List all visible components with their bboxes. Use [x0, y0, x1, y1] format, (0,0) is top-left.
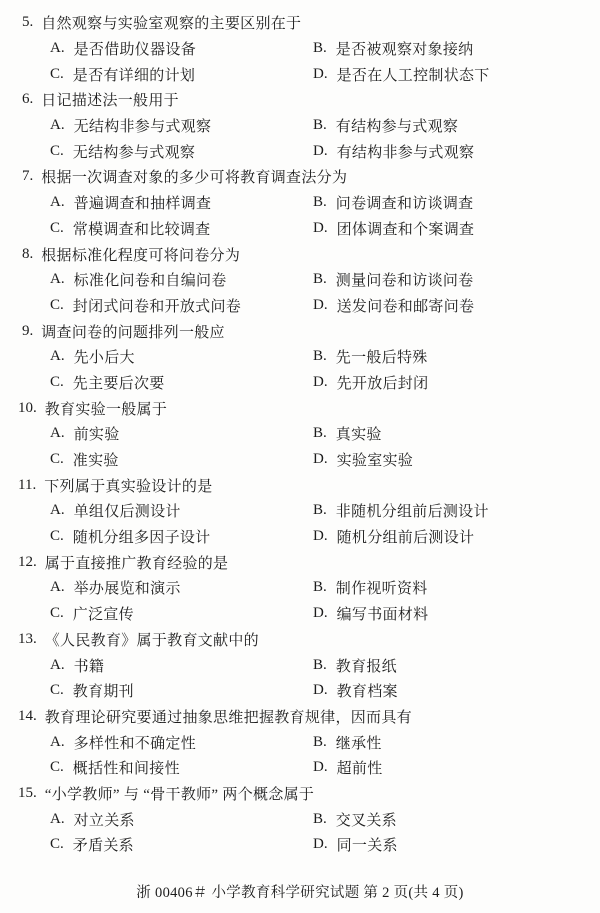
option-text: 无结构参与式观察: [72, 144, 196, 161]
option-text: 单组仅后测设计: [73, 504, 181, 521]
option-text: 先主要后次要: [72, 375, 165, 392]
question-number: 8.: [22, 245, 34, 262]
option-text: 无结构非参与式观察: [73, 119, 212, 136]
option-label: A.: [50, 579, 65, 596]
option-label: C.: [50, 682, 64, 699]
question-number: 12.: [18, 553, 37, 570]
question-text: “小学教师” 与 “骨干教师” 两个概念属于: [44, 786, 315, 803]
option-text: 制作视听资料: [335, 581, 428, 598]
option-label: D.: [313, 296, 328, 313]
option-text: 封闭式问卷和开放式问卷: [72, 298, 242, 315]
option-label: B.: [313, 810, 327, 827]
option-label: A.: [50, 271, 65, 288]
option-text: 普遍调查和抽样调查: [73, 196, 212, 213]
option-label: C.: [50, 142, 64, 159]
question-text: 调查问卷的问题排列一般应: [41, 324, 225, 341]
option-cell: [50, 61, 313, 87]
option-cell: [50, 524, 313, 550]
question-text: 自然观察与实验室观察的主要区别在于: [41, 16, 302, 33]
option-label: C.: [50, 605, 64, 622]
option-text: 有结构非参与式观察: [336, 144, 475, 161]
option-grid: [0, 729, 600, 780]
option-text: 教育报纸: [335, 658, 397, 675]
option-text: 先小后大: [73, 350, 135, 367]
question-header-row: [0, 164, 600, 190]
option-cell: [313, 370, 600, 396]
question-number: 11.: [18, 476, 37, 493]
option-text: 是否在人工控制状态下: [336, 67, 490, 84]
option-label: B.: [313, 117, 327, 134]
question-number: 14.: [18, 707, 37, 724]
question-header-row: [0, 781, 600, 807]
option-cell: [50, 652, 313, 678]
option-cell: [50, 832, 313, 858]
option-cell: [50, 344, 313, 370]
option-cell: [313, 729, 600, 755]
option-label: C.: [50, 373, 64, 390]
option-text: 多样性和不确定性: [73, 735, 196, 752]
question-block: [0, 164, 600, 241]
option-text: 有结构参与式观察: [335, 119, 459, 136]
option-text: 教育档案: [336, 684, 398, 701]
option-label: C.: [50, 65, 64, 82]
option-cell: [50, 678, 313, 704]
option-text: 准实验: [72, 453, 119, 470]
option-cell: [313, 447, 600, 473]
question-text: 教育实验一般属于: [44, 401, 168, 418]
option-text: 真实验: [335, 427, 382, 444]
question-block: [0, 318, 600, 395]
option-label: B.: [313, 194, 327, 211]
option-text: 书籍: [73, 658, 105, 675]
option-label: D.: [313, 605, 328, 622]
option-cell: [50, 190, 313, 216]
option-label: D.: [313, 528, 328, 545]
question-block: [0, 87, 600, 164]
option-grid: [0, 652, 600, 703]
option-cell: [50, 575, 313, 601]
question-block: [0, 549, 600, 626]
option-label: D.: [313, 836, 328, 853]
option-cell: [313, 832, 600, 858]
option-text: 是否有详细的计划: [72, 67, 196, 84]
option-text: 广泛宣传: [72, 607, 134, 624]
question-block: [0, 627, 600, 704]
question-header-row: [0, 704, 600, 730]
option-label: A.: [50, 656, 65, 673]
page-footer-text: 浙 00406＃ 小学教育科学研究试题 第 2 页(共 4 页): [136, 884, 464, 901]
option-grid: [0, 498, 600, 549]
option-cell: [313, 498, 600, 524]
option-grid: [0, 806, 600, 857]
question-text: 《人民教育》属于教育文献中的: [44, 632, 259, 649]
option-label: C.: [50, 528, 64, 545]
option-cell: [313, 61, 600, 87]
option-label: D.: [313, 65, 328, 82]
option-grid: [0, 267, 600, 318]
option-text: 随机分组前后测设计: [336, 530, 475, 547]
question-number: 6.: [22, 91, 34, 108]
option-grid: [0, 36, 600, 87]
option-label: B.: [313, 502, 327, 519]
option-cell: [313, 652, 600, 678]
option-cell: [50, 138, 313, 164]
option-cell: [50, 421, 313, 447]
question-number: 7.: [22, 168, 34, 185]
option-grid: [0, 190, 600, 241]
option-label: B.: [313, 579, 327, 596]
question-number: 5.: [22, 14, 34, 31]
question-text: 日记描述法一般用于: [41, 93, 179, 110]
question-header-row: [0, 627, 600, 653]
question-block: [0, 704, 600, 781]
option-label: C.: [50, 759, 64, 776]
option-label: C.: [50, 836, 64, 853]
option-label: B.: [313, 733, 327, 750]
option-cell: [50, 755, 313, 781]
option-cell: [313, 678, 600, 704]
option-label: B.: [313, 40, 327, 57]
option-label: D.: [313, 759, 328, 776]
option-cell: [313, 36, 600, 62]
question-number: 9.: [22, 322, 34, 339]
option-cell: [313, 293, 600, 319]
option-text: 常模调查和比较调查: [72, 221, 211, 238]
option-text: 测量问卷和访谈问卷: [335, 273, 474, 290]
option-text: 先开放后封闭: [336, 375, 429, 392]
option-label: A.: [50, 810, 65, 827]
option-label: D.: [313, 373, 328, 390]
option-cell: [50, 293, 313, 319]
question-block: [0, 395, 600, 472]
question-header-row: [0, 318, 600, 344]
option-text: 实验室实验: [336, 453, 414, 470]
option-text: 标准化问卷和自编问卷: [73, 273, 227, 290]
option-cell: [50, 498, 313, 524]
question-number: 13.: [18, 630, 37, 647]
question-header-row: [0, 395, 600, 421]
question-text: 根据标准化程度可将问卷分为: [41, 247, 241, 264]
question-block: [0, 781, 600, 858]
option-text: 团体调查和个案调查: [336, 221, 475, 238]
option-label: B.: [313, 656, 327, 673]
question-number: 10.: [18, 399, 37, 416]
question-number: 15.: [18, 784, 37, 801]
option-cell: [50, 447, 313, 473]
question-text: 下列属于真实验设计的是: [44, 478, 213, 495]
option-cell: [313, 524, 600, 550]
option-grid: [0, 113, 600, 164]
option-cell: [313, 575, 600, 601]
option-label: B.: [313, 271, 327, 288]
option-label: D.: [313, 142, 328, 159]
option-text: 先一般后特殊: [335, 350, 428, 367]
option-text: 超前性: [336, 761, 383, 778]
option-cell: [50, 36, 313, 62]
option-label: B.: [313, 425, 327, 442]
question-header-row: [0, 10, 600, 36]
option-label: D.: [313, 451, 328, 468]
option-cell: [313, 421, 600, 447]
option-cell: [313, 344, 600, 370]
option-text: 编写书面材料: [336, 607, 429, 624]
option-text: 矛盾关系: [72, 838, 134, 855]
option-text: 举办展览和演示: [73, 581, 181, 598]
option-label: D.: [313, 219, 328, 236]
option-label: D.: [313, 682, 328, 699]
option-cell: [313, 601, 600, 627]
option-cell: [313, 216, 600, 242]
option-label: C.: [50, 219, 64, 236]
option-cell: [50, 216, 313, 242]
option-grid: [0, 344, 600, 395]
option-label: A.: [50, 733, 65, 750]
question-text: 教育理论研究要通过抽象思维把握教育规律，因而具有: [44, 709, 412, 726]
option-label: A.: [50, 40, 65, 57]
option-cell: [313, 113, 600, 139]
option-label: A.: [50, 425, 65, 442]
question-header-row: [0, 472, 600, 498]
option-text: 非随机分组前后测设计: [335, 504, 489, 521]
question-header-row: [0, 87, 600, 113]
option-grid: [0, 421, 600, 472]
question-header-row: [0, 549, 600, 575]
option-text: 送发问卷和邮寄问卷: [336, 298, 475, 315]
question-text: 根据一次调查对象的多少可将教育调查法分为: [41, 170, 348, 187]
option-cell: [50, 370, 313, 396]
option-label: A.: [50, 502, 65, 519]
option-grid: [0, 575, 600, 626]
option-label: A.: [50, 194, 65, 211]
option-label: C.: [50, 451, 64, 468]
option-cell: [313, 806, 600, 832]
question-header-row: [0, 241, 600, 267]
option-text: 前实验: [73, 427, 120, 444]
option-text: 交叉关系: [335, 812, 397, 829]
option-cell: [50, 806, 313, 832]
option-text: 是否被观察对象接纳: [335, 42, 474, 59]
question-block: [0, 472, 600, 549]
option-cell: [313, 755, 600, 781]
option-cell: [50, 601, 313, 627]
option-cell: [313, 190, 600, 216]
option-text: 同一关系: [336, 838, 398, 855]
option-text: 概括性和间接性: [72, 761, 180, 778]
option-cell: [50, 729, 313, 755]
option-text: 对立关系: [73, 812, 135, 829]
option-text: 问卷调查和访谈调查: [335, 196, 474, 213]
option-text: 是否借助仪器设备: [73, 42, 196, 59]
option-label: C.: [50, 296, 64, 313]
option-text: 随机分组多因子设计: [72, 530, 211, 547]
option-label: B.: [313, 348, 327, 365]
question-block: [0, 10, 600, 87]
option-label: A.: [50, 117, 65, 134]
question-block: [0, 241, 600, 318]
option-cell: [50, 267, 313, 293]
page-footer: [0, 881, 600, 901]
question-text: 属于直接推广教育经验的是: [44, 555, 229, 572]
option-label: A.: [50, 348, 65, 365]
option-text: 继承性: [335, 735, 382, 752]
option-cell: [313, 138, 600, 164]
option-text: 教育期刊: [72, 684, 134, 701]
option-cell: [313, 267, 600, 293]
option-cell: [50, 113, 313, 139]
